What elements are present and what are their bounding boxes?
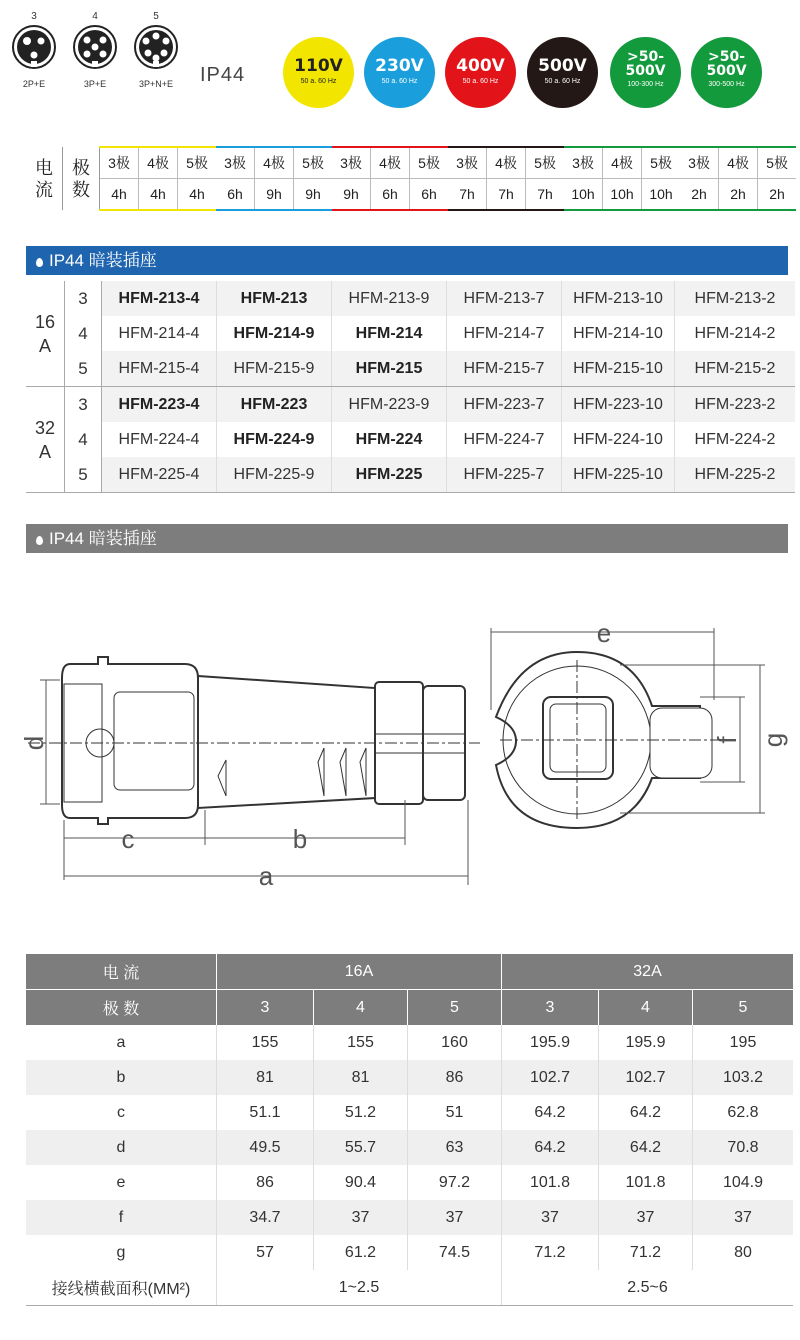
hours-cell: 2h	[719, 179, 758, 211]
hours-cell: 10h	[642, 179, 681, 211]
dimension-key: d	[26, 1130, 217, 1165]
dim-label-c: c	[121, 824, 135, 854]
model-cell: HFM-223-10	[562, 387, 675, 423]
dim-label-g: g	[758, 732, 788, 748]
dimension-key: a	[26, 1025, 217, 1060]
model-cell: HFM-213-4	[102, 281, 217, 316]
pin-count: 4	[92, 11, 98, 22]
model-cell: HFM-224-9	[217, 422, 332, 457]
pole-cell: 3极	[680, 147, 719, 179]
model-cell: HFM-215-2	[675, 351, 796, 387]
dimension-value: 195.9	[599, 1025, 693, 1060]
dimension-value: 71.2	[599, 1235, 693, 1270]
dimension-key: f	[26, 1200, 217, 1235]
dimension-value: 64.2	[599, 1130, 693, 1165]
pole-cell: 5极	[758, 147, 797, 179]
frequency-label: 50 a. 60 Hz	[462, 78, 499, 85]
model-cell: HFM-224-10	[562, 422, 675, 457]
hours-cell: 6h	[371, 179, 410, 211]
pin-count: 5	[153, 11, 159, 22]
model-cell: HFM-214-10	[562, 316, 675, 351]
dim-label-d: d	[19, 735, 49, 751]
dimension-value: 102.7	[502, 1060, 599, 1095]
model-cell: HFM-225-2	[675, 457, 796, 493]
pole-cell: 3极	[448, 147, 487, 179]
model-table	[26, 281, 795, 493]
pole-cell: 4极	[139, 147, 178, 179]
dim-label-a: a	[258, 861, 274, 891]
table-row	[26, 1200, 793, 1235]
hours-cell: 9h	[255, 179, 294, 211]
pole-cell: 4极	[487, 147, 526, 179]
pin-item-3	[5, 10, 63, 89]
pole-cell: 3极	[216, 147, 255, 179]
pin-count: 3	[31, 11, 37, 22]
model-cell: HFM-225-4	[102, 457, 217, 493]
voltage-value: 230V	[375, 56, 424, 76]
dimension-spec-table	[26, 954, 793, 1306]
dimension-drawing	[0, 600, 800, 900]
pole-cell: 5	[65, 457, 102, 493]
table-row	[26, 351, 795, 387]
ip-rating: IP44	[200, 64, 246, 86]
dim-label-f: f	[712, 736, 742, 744]
model-cell: HFM-214-7	[447, 316, 562, 351]
model-cell: HFM-223-7	[447, 387, 562, 423]
table-row	[26, 422, 795, 457]
pole-cell: 4极	[603, 147, 642, 179]
pole-header: 4	[314, 990, 408, 1026]
voltage-value: >50- 500V	[625, 49, 666, 79]
pin-item-5	[127, 10, 185, 89]
voltage-badge-5	[610, 37, 681, 108]
hours-cell: 2h	[680, 179, 719, 211]
dimension-value: 160	[408, 1025, 502, 1060]
dimension-value: 37	[693, 1200, 794, 1235]
model-cell: HFM-214-9	[217, 316, 332, 351]
frequency-label: 50 a. 60 Hz	[300, 78, 337, 85]
voltage-badge-6	[691, 37, 762, 108]
drop-icon	[36, 258, 43, 267]
dimension-value: 195.9	[502, 1025, 599, 1060]
model-cell: HFM-214	[332, 316, 447, 351]
voltage-badge-4	[527, 37, 598, 108]
dimension-value: 155	[314, 1025, 408, 1060]
dimension-value: 80	[693, 1235, 794, 1270]
table-row	[26, 1025, 793, 1060]
pole-cell: 3极	[564, 147, 603, 179]
model-cell: HFM-215-4	[102, 351, 217, 387]
dimension-value: 57	[217, 1235, 314, 1270]
dimension-key: b	[26, 1060, 217, 1095]
model-cell: HFM-223-2	[675, 387, 796, 423]
dim-label-b: b	[292, 824, 308, 854]
model-cell: HFM-213	[217, 281, 332, 316]
pole-cell: 4极	[719, 147, 758, 179]
pin-5-icon	[133, 24, 179, 70]
pin-label: 2P+E	[22, 79, 46, 89]
pole-cell: 5极	[294, 147, 333, 179]
dimension-value: 55.7	[314, 1130, 408, 1165]
pole-cell: 5极	[178, 147, 217, 179]
dimension-value: 195	[693, 1025, 794, 1060]
model-cell: HFM-213-9	[332, 281, 447, 316]
dim-label-e: e	[596, 618, 612, 648]
pin-label: 3P+E	[83, 79, 107, 89]
model-cell: HFM-213-10	[562, 281, 675, 316]
pole-cell: 4	[65, 316, 102, 351]
dimension-value: 34.7	[217, 1200, 314, 1235]
pole-cell: 5极	[526, 147, 565, 179]
hours-cell: 2h	[758, 179, 797, 211]
model-cell: HFM-225-10	[562, 457, 675, 493]
dimension-value: 90.4	[314, 1165, 408, 1200]
color-code-table	[26, 146, 796, 211]
table-row	[26, 1095, 793, 1130]
hours-cell: 10h	[564, 179, 603, 211]
dimension-value: 97.2	[408, 1165, 502, 1200]
model-cell: HFM-213-2	[675, 281, 796, 316]
model-cell: HFM-223	[217, 387, 332, 423]
pole-header: 4	[599, 990, 693, 1026]
frequency-label: 100-300 Hz	[627, 81, 664, 88]
pole-header: 3	[502, 990, 599, 1026]
hours-cell: 9h	[294, 179, 333, 211]
hours-cell: 7h	[487, 179, 526, 211]
pole-cell: 5	[65, 351, 102, 387]
pin-3-icon	[11, 24, 57, 70]
dimension-value: 37	[599, 1200, 693, 1235]
dimension-value: 37	[502, 1200, 599, 1235]
table-row	[26, 1060, 793, 1095]
hours-cell: 6h	[216, 179, 255, 211]
pole-header: 5	[693, 990, 794, 1026]
model-cell: HFM-225	[332, 457, 447, 493]
pole-cell: 3	[65, 387, 102, 423]
pole-cell: 4极	[371, 147, 410, 179]
model-cell: HFM-215-9	[217, 351, 332, 387]
pin-4-icon	[72, 24, 118, 70]
dimension-value: 64.2	[599, 1095, 693, 1130]
hours-cell: 7h	[448, 179, 487, 211]
model-cell: HFM-213-7	[447, 281, 562, 316]
dimension-value: 71.2	[502, 1235, 599, 1270]
model-cell: HFM-223-4	[102, 387, 217, 423]
dimension-value: 37	[408, 1200, 502, 1235]
wire-area-32a: 2.5~6	[502, 1270, 794, 1306]
dimension-value: 49.5	[217, 1130, 314, 1165]
dimension-value: 81	[217, 1060, 314, 1095]
dimension-value: 81	[314, 1060, 408, 1095]
dimension-value: 102.7	[599, 1060, 693, 1095]
table-row	[26, 1165, 793, 1200]
model-cell: HFM-223-9	[332, 387, 447, 423]
model-cell: HFM-214-2	[675, 316, 796, 351]
header-current: 电 流	[26, 147, 63, 210]
voltage-value: 500V	[538, 56, 587, 76]
section-title: IP44 暗装插座	[49, 529, 157, 548]
wire-area-label: 接线横截面积(MM²)	[26, 1270, 217, 1306]
side-plug-face	[650, 708, 712, 778]
pole-cell: 5极	[642, 147, 681, 179]
dimension-value: 61.2	[314, 1235, 408, 1270]
pin-item-4	[66, 10, 124, 89]
table-row	[26, 1130, 793, 1165]
dimension-key: g	[26, 1235, 217, 1270]
drop-icon	[36, 536, 43, 545]
dimension-value: 104.9	[693, 1165, 794, 1200]
frequency-label: 300-500 Hz	[708, 81, 745, 88]
hours-cell: 4h	[100, 179, 139, 211]
dimension-key: c	[26, 1095, 217, 1130]
hours-cell: 9h	[332, 179, 371, 211]
dimension-value: 70.8	[693, 1130, 794, 1165]
pole-cell: 3	[65, 281, 102, 316]
header-poles: 极 数	[26, 990, 217, 1026]
pole-cell: 5极	[410, 147, 449, 179]
model-cell: HFM-224-7	[447, 422, 562, 457]
header-16a: 16A	[217, 954, 502, 990]
dimension-value: 86	[408, 1060, 502, 1095]
table-row	[26, 316, 795, 351]
dimension-value: 64.2	[502, 1095, 599, 1130]
table-row	[26, 457, 795, 493]
table-row	[26, 1235, 793, 1270]
voltage-badge-3	[445, 37, 516, 108]
model-cell: HFM-225-9	[217, 457, 332, 493]
dimension-value: 37	[314, 1200, 408, 1235]
dimension-value: 64.2	[502, 1130, 599, 1165]
dimension-key: e	[26, 1165, 217, 1200]
section-bar-models	[26, 246, 788, 275]
model-cell: HFM-225-7	[447, 457, 562, 493]
hours-cell: 10h	[603, 179, 642, 211]
section-bar-dimensions	[26, 524, 788, 553]
dimension-value: 51.2	[314, 1095, 408, 1130]
voltage-badge-1	[283, 37, 354, 108]
dimension-value: 63	[408, 1130, 502, 1165]
hours-cell: 6h	[410, 179, 449, 211]
frequency-label: 50 a. 60 Hz	[544, 78, 581, 85]
pole-cell: 4极	[255, 147, 294, 179]
dimension-value: 51	[408, 1095, 502, 1130]
voltage-value: 400V	[456, 56, 505, 76]
pole-cell: 3极	[100, 147, 139, 179]
header-poles: 极 数	[63, 147, 100, 210]
section-title: IP44 暗装插座	[49, 251, 157, 270]
voltage-value: 110V	[294, 56, 343, 76]
frequency-label: 50 a. 60 Hz	[381, 78, 418, 85]
header-current: 电 流	[26, 954, 217, 990]
model-cell: HFM-215	[332, 351, 447, 387]
dimension-value: 62.8	[693, 1095, 794, 1130]
dimension-value: 101.8	[599, 1165, 693, 1200]
current-cell: 16 A	[26, 281, 65, 387]
model-cell: HFM-215-7	[447, 351, 562, 387]
header-32a: 32A	[502, 954, 794, 990]
dimension-value: 101.8	[502, 1165, 599, 1200]
model-cell: HFM-224	[332, 422, 447, 457]
dimension-value: 74.5	[408, 1235, 502, 1270]
pole-header: 3	[217, 990, 314, 1026]
hours-cell: 7h	[526, 179, 565, 211]
pole-header: 5	[408, 990, 502, 1026]
pole-cell: 4	[65, 422, 102, 457]
pin-label: 3P+N+E	[138, 79, 174, 89]
current-cell: 32 A	[26, 387, 65, 493]
dimension-value: 51.1	[217, 1095, 314, 1130]
hours-cell: 4h	[178, 179, 217, 211]
dimension-value: 103.2	[693, 1060, 794, 1095]
hours-cell: 4h	[139, 179, 178, 211]
table-row	[26, 281, 795, 316]
dimension-value: 155	[217, 1025, 314, 1060]
model-cell: HFM-215-10	[562, 351, 675, 387]
model-cell: HFM-224-2	[675, 422, 796, 457]
table-row	[26, 387, 795, 423]
wire-area-16a: 1~2.5	[217, 1270, 502, 1306]
voltage-badge-2	[364, 37, 435, 108]
dimension-value: 86	[217, 1165, 314, 1200]
model-cell: HFM-224-4	[102, 422, 217, 457]
voltage-value: >50- 500V	[706, 49, 747, 79]
pole-cell: 3极	[332, 147, 371, 179]
model-cell: HFM-214-4	[102, 316, 217, 351]
